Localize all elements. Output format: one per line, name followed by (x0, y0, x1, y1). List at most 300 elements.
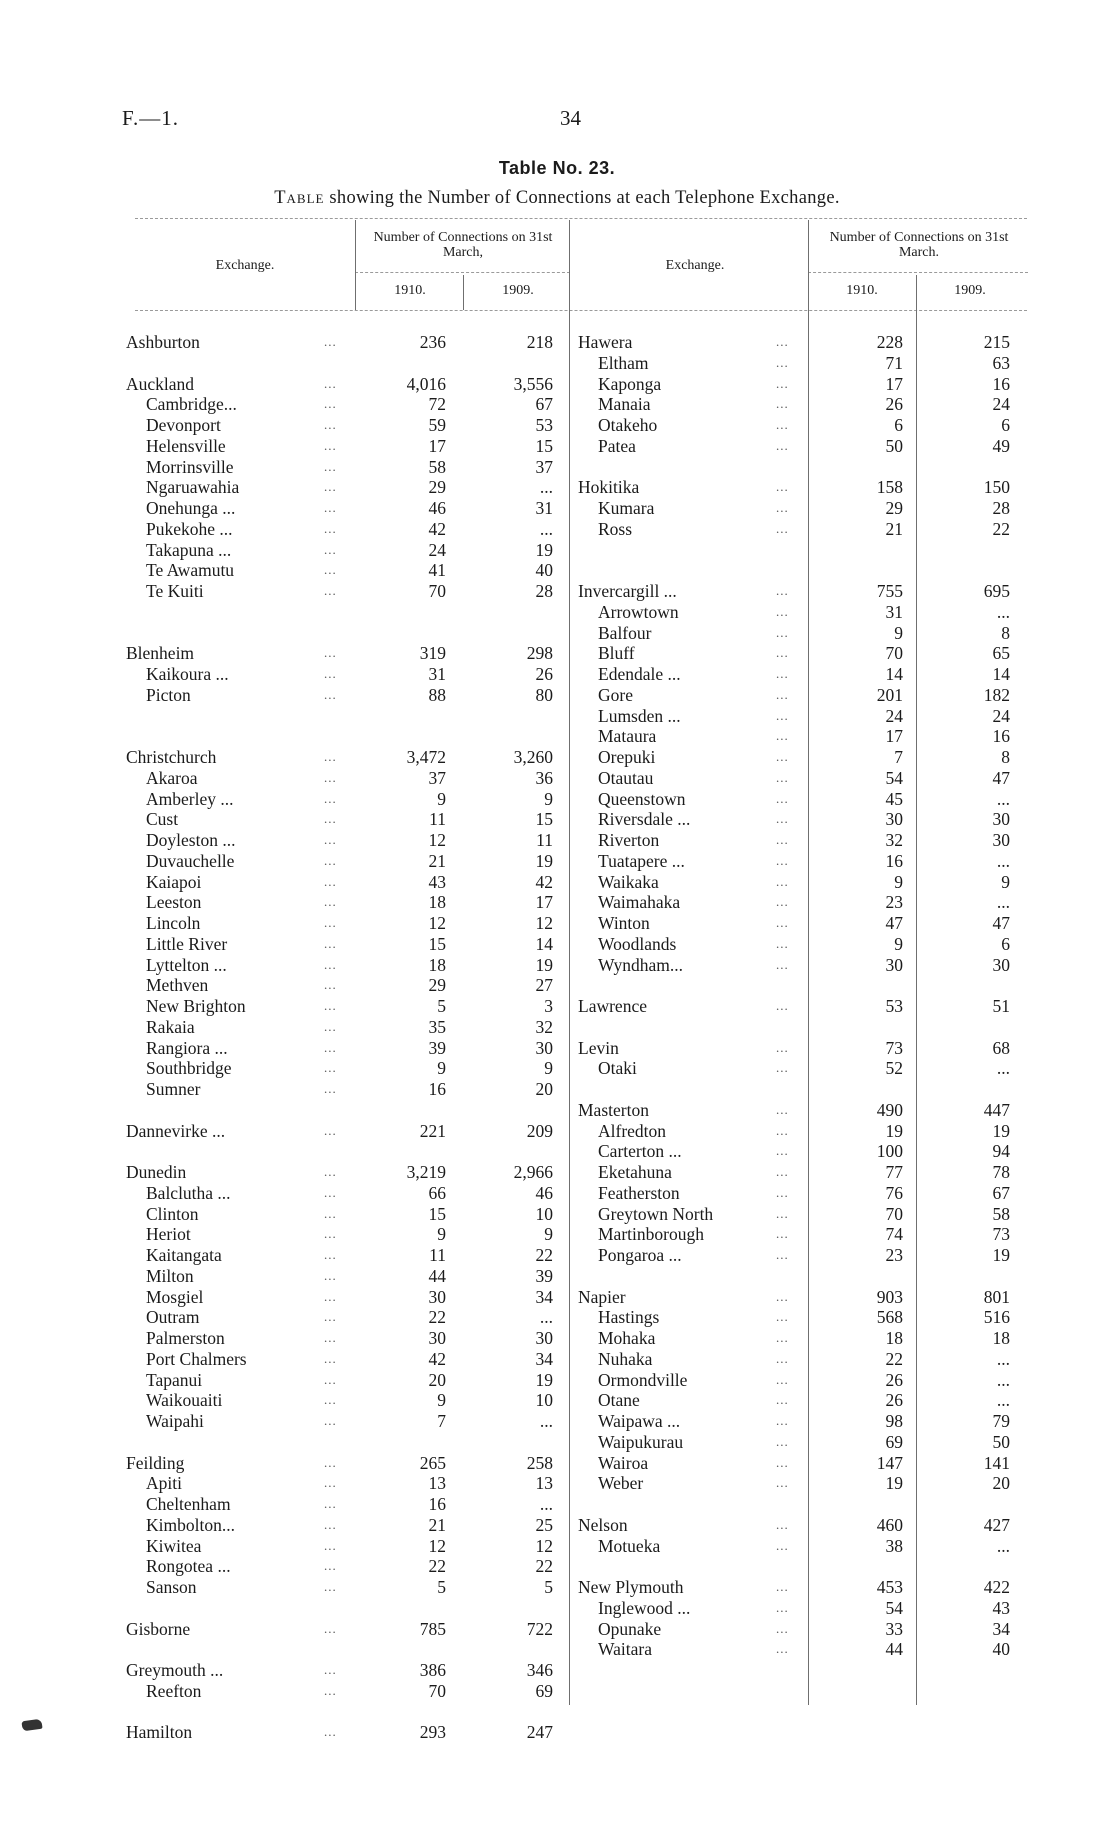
connections-1909: 58 (992, 1203, 1010, 1224)
connections-1910: 44 (885, 1639, 903, 1660)
connections-1909: 63 (992, 352, 1010, 373)
leader-dots: ... (776, 583, 789, 598)
exchange-name: Port Chalmers (146, 1348, 247, 1369)
exchange-name: Takapuna ... (146, 539, 232, 560)
leader-dots: ... (324, 956, 337, 972)
connections-1910: 54 (885, 1597, 903, 1618)
connections-1910: 18 (885, 1328, 903, 1348)
exchange-row (578, 1473, 1008, 1494)
connections-1910: 73 (885, 1037, 903, 1058)
leader-dots: ... (776, 915, 789, 930)
connections-1910: 33 (885, 1618, 903, 1639)
leader-dots: ... (776, 1122, 789, 1138)
exchange-row (126, 498, 556, 519)
connections-1909: ... (996, 788, 1010, 809)
connections-1909: 13 (535, 1473, 553, 1494)
leader-dots: ... (324, 541, 337, 557)
ink-mark (21, 1719, 42, 1732)
leader-dots: ... (324, 1288, 337, 1304)
exchange-row (126, 851, 556, 872)
connections-1909: 69 (535, 1680, 553, 1701)
exchange-row (126, 1473, 556, 1494)
leader-dots: ... (776, 354, 789, 370)
exchange-row (126, 1577, 556, 1598)
document-reference: F.—1. (122, 106, 179, 130)
exchange-name: Napier (578, 1286, 626, 1307)
exchange-name: Balfour (598, 622, 652, 643)
connections-1909: 19 (535, 954, 553, 975)
exchange-row (578, 706, 1008, 727)
leader-dots: ... (776, 334, 789, 349)
connections-1909: 422 (983, 1577, 1010, 1597)
connections-1909: 53 (535, 415, 553, 435)
connections-1909: 22 (992, 518, 1010, 539)
exchange-row (578, 1390, 1008, 1411)
exchange-row (578, 394, 1008, 415)
exchange-row (578, 830, 1008, 851)
connections-1909: 16 (992, 726, 1010, 747)
connections-1909: 37 (535, 456, 553, 477)
leader-dots: ... (324, 1226, 337, 1242)
exchange-name: Martinborough (598, 1224, 704, 1245)
connections-1909: 6 (1001, 933, 1010, 954)
connections-1910: 50 (885, 435, 903, 456)
exchange-row (578, 1058, 1008, 1079)
exchange-name: Carterton ... (598, 1141, 682, 1162)
exchange-name: Doyleston ... (146, 830, 236, 850)
exchange-name: Lincoln (146, 913, 201, 933)
exchange-row (126, 1681, 556, 1702)
connections-1909: ... (539, 518, 553, 539)
leader-dots: ... (324, 852, 337, 868)
year-1909-left: 1909. (502, 283, 534, 298)
exchange-row (578, 332, 1008, 353)
exchange-row (126, 394, 556, 415)
connections-1910: 903 (876, 1286, 903, 1307)
leader-dots: ... (776, 1433, 789, 1449)
exchange-row (126, 747, 556, 768)
exchange-name: Inglewood ... (598, 1597, 691, 1618)
connections-1910: 70 (885, 1203, 903, 1224)
leader-dots: ... (324, 769, 337, 785)
exchange-row (578, 1598, 1008, 1619)
exchange-heading-right: Exchange. (665, 258, 725, 273)
connections-1910: 71 (885, 352, 903, 373)
exchange-row (578, 1349, 1008, 1370)
exchange-row (578, 913, 1008, 934)
exchange-row (578, 623, 1008, 644)
exchange-row (578, 664, 1008, 685)
exchange-row (126, 1515, 556, 1536)
exchange-name: Lumsden ... (598, 705, 681, 726)
connections-1909: 42 (535, 871, 553, 892)
connections-1909: 50 (992, 1431, 1010, 1452)
connections-1910: 66 (428, 1182, 446, 1203)
exchange-name: Mosgiel (146, 1286, 204, 1307)
exchange-row (126, 457, 556, 478)
exchange-row (126, 1183, 556, 1204)
connections-1909: 17 (535, 892, 553, 913)
exchange-name: Sumner (146, 1079, 201, 1099)
connections-1910: 37 (428, 767, 446, 788)
connections-1909: 22 (535, 1556, 553, 1577)
connections-1910: 12 (428, 913, 446, 933)
leader-dots: ... (324, 1122, 337, 1138)
exchange-name: Amberley ... (146, 788, 234, 809)
exchange-name: Helensville (146, 435, 226, 456)
leader-dots: ... (776, 500, 789, 515)
connections-1910: 23 (885, 892, 903, 913)
exchange-row (126, 560, 556, 581)
leader-dots: ... (324, 1682, 337, 1698)
connections-1910: 69 (885, 1431, 903, 1452)
exchange-name: Otane (598, 1390, 640, 1411)
exchange-name: Cheltenham (146, 1494, 231, 1514)
connections-1910: 236 (419, 332, 446, 352)
leader-dots: ... (776, 1309, 789, 1325)
exchange-row (126, 809, 556, 830)
connections-1909: ... (539, 1494, 553, 1514)
table-number: Table No. 23. (498, 158, 616, 178)
connections-1909: 19 (992, 1120, 1010, 1141)
exchange-row (578, 1038, 1008, 1059)
connections-1910: 26 (885, 1390, 903, 1411)
year-1910-right: 1910. (846, 283, 878, 298)
exchange-name: Sanson (146, 1577, 197, 1597)
connections-1910: 19 (885, 1473, 903, 1494)
exchange-name: Gore (598, 684, 633, 705)
exchange-name: Masterton (578, 1099, 649, 1120)
leader-dots: ... (324, 479, 337, 495)
connections-1909: 9 (544, 788, 553, 809)
connections-1909: 14 (992, 664, 1010, 684)
connections-1909: 67 (992, 1182, 1010, 1203)
leader-dots: ... (776, 852, 789, 868)
header-mid-rule-left (355, 272, 570, 273)
connections-1909: 722 (526, 1618, 553, 1639)
exchange-row (578, 477, 1008, 498)
connections-1909: 19 (992, 1245, 1010, 1265)
exchange-row (126, 1390, 556, 1411)
exchange-name: Ngaruawahia (146, 477, 240, 498)
exchange-name: Lyttelton ... (146, 954, 227, 975)
connections-1910: 13 (428, 1473, 446, 1494)
exchange-row (578, 581, 1008, 602)
leader-dots: ... (324, 666, 337, 681)
exchange-name: Waipahi (146, 1411, 204, 1431)
leader-dots: ... (324, 1371, 337, 1387)
connections-1910: 42 (428, 1348, 446, 1369)
exchange-row (578, 1183, 1008, 1204)
exchange-row (578, 996, 1008, 1017)
exchange-name: Kiwitea (146, 1535, 202, 1556)
leader-dots: ... (776, 1350, 789, 1366)
connections-1910: 21 (428, 850, 446, 871)
exchange-name: Gisborne (126, 1618, 191, 1639)
exchange-row (578, 1536, 1008, 1557)
exchange-name: Otakeho (598, 415, 658, 435)
connections-1909: 9 (544, 1058, 553, 1079)
connections-1910: 47 (885, 913, 903, 933)
leader-dots: ... (776, 1060, 789, 1076)
leader-dots: ... (324, 1184, 337, 1200)
connections-1910: 785 (419, 1618, 446, 1639)
leader-dots: ... (324, 749, 337, 764)
exchange-row (578, 934, 1008, 955)
connections-1910: 30 (428, 1328, 446, 1348)
leader-dots: ... (324, 1620, 337, 1636)
exchange-row (126, 1660, 556, 1681)
connections-1909: 9 (544, 1224, 553, 1245)
exchange-name: Waipukurau (598, 1431, 684, 1452)
exchange-row (126, 1162, 556, 1183)
leader-dots: ... (776, 707, 789, 723)
leader-dots: ... (324, 811, 337, 827)
exchange-name: New Brighton (146, 996, 246, 1016)
leader-dots: ... (324, 1350, 337, 1366)
exchange-row (126, 872, 556, 893)
connections-1909: 258 (526, 1452, 553, 1473)
connections-1910: 7 (437, 1411, 446, 1431)
connections-1909: 19 (535, 1369, 553, 1390)
connections-1909: 73 (992, 1224, 1010, 1245)
leader-dots: ... (776, 1537, 789, 1553)
exchange-name: Kaiapoi (146, 871, 202, 892)
connections-1910: 54 (885, 767, 903, 788)
connections-1909: 141 (983, 1452, 1010, 1473)
exchange-name: Kaitangata (146, 1245, 222, 1265)
connections-1910: 41 (428, 560, 446, 581)
connections-1910: 29 (885, 498, 903, 518)
leader-dots: ... (776, 666, 789, 681)
connections-1910: 9 (437, 1390, 446, 1411)
connections-1909: 247 (526, 1722, 553, 1743)
connections-1910: 147 (876, 1452, 903, 1473)
exchange-name: Milton (146, 1265, 194, 1286)
exchange-name: Pongaroa ... (598, 1245, 682, 1265)
exchange-name: Greytown North (598, 1203, 714, 1224)
leader-dots: ... (776, 873, 789, 889)
connections-1910: 201 (876, 684, 903, 705)
connections-1910: 39 (428, 1037, 446, 1058)
leader-dots: ... (324, 1309, 337, 1325)
exchange-row (578, 955, 1008, 976)
connections-1909: 8 (1001, 747, 1010, 767)
connections-1909: 24 (992, 394, 1010, 415)
connections-1909: 298 (526, 643, 553, 664)
leader-dots: ... (776, 1247, 789, 1262)
connections-1909: 9 (1001, 871, 1010, 892)
connections-1910: 9 (894, 622, 903, 643)
exchange-name: Feilding (126, 1452, 185, 1473)
connections-1909: ... (996, 1369, 1010, 1390)
connections-1910: 293 (419, 1722, 446, 1743)
exchange-row (578, 1411, 1008, 1432)
leader-dots: ... (776, 790, 789, 806)
connections-1909: 10 (535, 1390, 553, 1411)
exchange-row (126, 1349, 556, 1370)
leader-dots: ... (324, 583, 337, 598)
exchange-row (578, 892, 1008, 913)
leader-dots: ... (324, 1018, 337, 1034)
leader-dots: ... (776, 1330, 789, 1345)
leader-dots: ... (324, 1496, 337, 1511)
exchange-name: Palmerston (146, 1328, 225, 1348)
connections-1909: 16 (992, 373, 1010, 394)
leader-dots: ... (776, 479, 789, 495)
exchange-row (578, 519, 1008, 540)
connections-1909: 6 (1001, 415, 1010, 435)
connections-1909: 15 (535, 435, 553, 456)
leader-dots: ... (776, 1620, 789, 1636)
exchange-name: Eltham (598, 352, 649, 373)
leader-dots: ... (324, 520, 337, 536)
exchange-name: Rongotea ... (146, 1556, 231, 1577)
connections-1909: 31 (535, 498, 553, 518)
connections-1910: 53 (885, 996, 903, 1016)
connections-1910: 42 (428, 518, 446, 539)
exchange-name: Cust (146, 809, 179, 830)
leader-dots: ... (776, 1579, 789, 1594)
leader-dots: ... (324, 458, 337, 474)
connections-1910: 17 (428, 435, 446, 456)
connections-1910: 9 (437, 1224, 446, 1245)
exchange-row (578, 726, 1008, 747)
connections-1910: 9 (437, 788, 446, 809)
exchange-row (126, 996, 556, 1017)
exchange-name: Mohaka (598, 1328, 656, 1348)
exchange-row (578, 789, 1008, 810)
exchange-name: Levin (578, 1037, 619, 1058)
exchange-name: Lawrence (578, 996, 647, 1016)
rule-left-years (463, 275, 464, 310)
exchange-row (578, 1432, 1008, 1453)
exchange-name: Hokitika (578, 477, 640, 498)
year-1909-right: 1909. (954, 283, 986, 298)
exchange-row (578, 1453, 1008, 1474)
exchange-row (126, 1307, 556, 1328)
connections-1910: 17 (885, 726, 903, 747)
leader-dots: ... (776, 1164, 789, 1179)
connections-1910: 11 (429, 1245, 446, 1265)
exchange-name: Clinton (146, 1203, 199, 1224)
exchange-name: Picton (146, 684, 191, 705)
connections-1909: 3 (544, 996, 553, 1016)
exchange-row (578, 1141, 1008, 1162)
exchange-row (126, 892, 556, 913)
leader-dots: ... (324, 1537, 337, 1553)
exchange-name: Edendale ... (598, 664, 681, 684)
connections-1910: 5 (437, 996, 446, 1016)
leader-dots: ... (324, 1558, 337, 1574)
exchange-name: Kaikoura ... (146, 664, 229, 684)
exchange-name: Eketahuna (598, 1162, 672, 1182)
connections-1909: 30 (992, 954, 1010, 975)
connections-1910: 46 (428, 498, 446, 518)
exchange-name: Morrinsville (146, 456, 234, 477)
exchange-row (578, 1577, 1008, 1598)
connections-1910: 9 (894, 933, 903, 954)
exchange-row (126, 374, 556, 395)
exchange-row (578, 1619, 1008, 1640)
leader-dots: ... (324, 977, 337, 993)
exchange-row (578, 1162, 1008, 1183)
leader-dots: ... (324, 686, 337, 702)
leader-dots: ... (776, 1475, 789, 1491)
connections-1910: 88 (428, 684, 446, 705)
exchange-name: Waimahaka (598, 892, 681, 913)
connections-1910: 32 (885, 830, 903, 850)
connections-1909: ... (996, 601, 1010, 622)
connections-1909: 47 (992, 913, 1010, 933)
connections-1910: 77 (885, 1162, 903, 1182)
connections-1909: 28 (992, 498, 1010, 518)
leader-dots: ... (324, 1392, 337, 1408)
connections-1910: 18 (428, 892, 446, 913)
connections-1910: 43 (428, 871, 446, 892)
exchange-row (126, 1245, 556, 1266)
exchange-row (126, 1224, 556, 1245)
leader-dots: ... (324, 1475, 337, 1491)
connections-1909: 25 (535, 1514, 553, 1535)
exchange-name: Bluff (598, 643, 635, 664)
exchange-row (126, 1556, 556, 1577)
exchange-row (126, 415, 556, 436)
connections-1910: 4,016 (406, 373, 446, 394)
connections-1910: 158 (876, 477, 903, 498)
leader-dots: ... (776, 1288, 789, 1304)
connections-1910: 22 (885, 1348, 903, 1369)
leader-dots: ... (324, 894, 337, 910)
exchange-name: Hamilton (126, 1722, 193, 1743)
exchange-name: Mataura (598, 726, 657, 747)
connections-1909: 150 (983, 477, 1010, 498)
leader-dots: ... (324, 1060, 337, 1076)
connections-1910: 5 (437, 1577, 446, 1597)
exchange-name: Manaia (598, 394, 651, 415)
exchange-name: Alfredton (598, 1120, 667, 1141)
leader-dots: ... (324, 334, 337, 349)
exchange-row (126, 1079, 556, 1100)
connections-1909: 19 (535, 539, 553, 560)
connections-1909: 801 (983, 1286, 1010, 1307)
exchange-name: Motueka (598, 1535, 661, 1556)
connections-1910: 29 (428, 975, 446, 996)
exchange-name: Little River (146, 933, 228, 954)
connections-1909: 2,966 (513, 1162, 553, 1182)
leader-dots: ... (776, 603, 789, 619)
connections-1909: 68 (992, 1037, 1010, 1058)
connections-1910: 70 (885, 643, 903, 664)
connections-1910: 19 (885, 1120, 903, 1141)
connections-1910: 12 (428, 830, 446, 850)
exchange-row (126, 768, 556, 789)
connections-1909: ... (996, 1058, 1010, 1079)
exchange-name: Tuatapere ... (598, 850, 685, 871)
leader-dots: ... (324, 437, 337, 453)
connections-1909: 14 (535, 933, 553, 954)
exchange-row (126, 540, 556, 561)
connections-1909: 46 (535, 1182, 553, 1203)
exchange-name: Kimbolton... (146, 1514, 235, 1535)
connections-1910: 24 (885, 705, 903, 726)
leader-dots: ... (776, 1101, 789, 1117)
exchange-row (126, 685, 556, 706)
exchange-name: Devonport (146, 415, 221, 435)
year-1910-left: 1910. (394, 283, 426, 298)
leader-dots: ... (776, 417, 789, 432)
leader-dots: ... (776, 645, 789, 661)
